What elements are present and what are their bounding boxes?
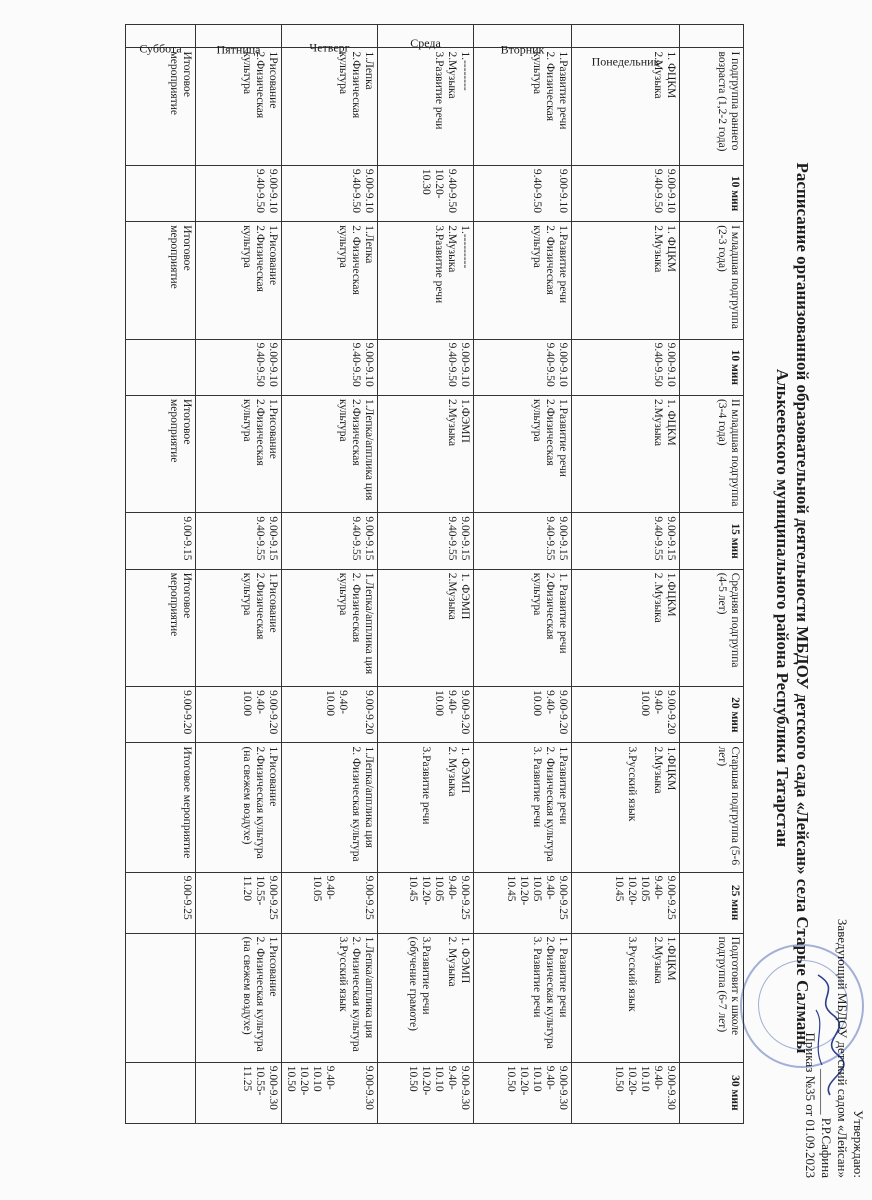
time-cell: 9.00-9.10 9.40-9.50: [282, 339, 378, 395]
time-cell: 9.00-9.10 9.40-9.50: [282, 165, 378, 221]
activity-cell: 1.ФЦКМ 2 .Музыка: [572, 569, 680, 686]
header-group: Средняя подгруппа (4-5 лет): [680, 569, 744, 686]
day-label: Четверг: [309, 40, 350, 55]
day-cell: [378, 25, 474, 48]
header-group: II младшая подгруппа (3-4 года): [680, 395, 744, 512]
header-duration: 10 мин: [680, 165, 744, 221]
header-duration: 20 мин: [680, 687, 744, 743]
time-cell: 9.00-9.10 9.40-9.50: [474, 339, 572, 395]
approval-line-1: Утверждаю:: [851, 1110, 866, 1178]
time-cell: 9.00-9.10 9.40-9.50: [572, 165, 680, 221]
time-cell: 9.00-9.20 9.40-10.00: [572, 687, 680, 743]
time-cell: [126, 1062, 196, 1123]
header-group: Подготовит к школе подгруппа (6-7 лет): [680, 933, 744, 1062]
activity-cell: Итоговое мероприятие: [126, 569, 196, 686]
activity-cell: Итоговое мероприятие: [126, 222, 196, 339]
time-cell: 9.00-9.25 9.40- 10.05 10.20- 10.45: [474, 872, 572, 933]
header-day: [680, 25, 744, 48]
activity-cell: 1.-------- 2.Музыка 3.Развитие речи: [378, 48, 474, 165]
day-cell: [126, 25, 196, 56]
activity-cell: 1.Рисование 2.Физическая культура: [196, 569, 282, 686]
activity-cell: 1.Развитие речи 2. Физическая культура: [474, 222, 572, 339]
time-cell: 9.00-9.15 9.40-9.55: [282, 513, 378, 569]
time-cell: 9.00-9.25 9.40- 10.05: [282, 872, 378, 933]
time-cell: 9.00-9.15 9.40-9.55: [196, 513, 282, 569]
time-cell: 9.00-9.25: [126, 872, 196, 933]
approval-line-4: Приказ №35 от 01.09.2023: [803, 1032, 818, 1178]
activity-cell: Итоговое мероприятие: [126, 395, 196, 512]
activity-cell: 1.Развитие речи 2.Физическая культура: [474, 395, 572, 512]
time-cell: 9.00-9.30 9.40- 10.10 10.20- 10.50: [474, 1062, 572, 1123]
activity-cell: 1.ФЦКМ 2.Музыка 3.Русский язык: [572, 933, 680, 1062]
day-label: Пятница: [216, 42, 261, 57]
activity-cell: 1. ФЭМП 2. Музыка 3.Развитие речи: [378, 743, 474, 872]
time-cell: 9.40-9.50 10.20- 10.30: [378, 165, 474, 221]
time-cell: 9.00-9.10 9.40-9.50: [196, 165, 282, 221]
approval-line-3: _______ Р.Р.Сафина: [819, 1068, 834, 1178]
time-cell: [126, 165, 196, 221]
schedule-table: [125, 24, 744, 1124]
activity-cell: 1.Рисование 2.Физическая культура: [196, 222, 282, 339]
activity-cell: 1. ФЭМП 2.Музыка: [378, 569, 474, 686]
approval-line-2: Заведующий МБДОУ детский садом «Лейсан»: [835, 918, 850, 1178]
table-row: [572, 25, 680, 1124]
table-header-row: [680, 25, 744, 1124]
activity-cell: 1. ФЦКМ 2.Музыка: [572, 395, 680, 512]
activity-cell: 1. ФЦКМ 2.Музыка: [572, 48, 680, 165]
day-cell: [572, 25, 680, 69]
time-cell: 9.00-9.10 9.40-9.50: [196, 339, 282, 395]
time-cell: 9.00-9.25 9.40- 10.05 10.20- 10.45: [572, 872, 680, 933]
activity-cell: 1.ФЦКМ 2.Музыка 3.Русский язык: [572, 743, 680, 872]
time-cell: 9.00-9.10 9.40-9.50: [378, 339, 474, 395]
activity-cell: 1.ФЭМП 2.Музыка: [378, 395, 474, 512]
activity-cell: 1. Развитие речи 2.Физическая культура: [474, 569, 572, 686]
time-cell: 9.00-9.20 9.40-10.00: [196, 687, 282, 743]
day-label: Вторник: [500, 42, 545, 57]
title-line-1: Расписание организованной образовательной деятельности МБДОУ детского сада «Лейсан» села Старые Салманы: [793, 162, 812, 1054]
time-cell: 9.00-9.15 9.40-9.55: [572, 513, 680, 569]
table-row: [378, 25, 474, 1124]
time-cell: 9.00-9.25 10.55- 11.20: [196, 872, 282, 933]
time-cell: 9.00-9.15 9.40-9.55: [378, 513, 474, 569]
activity-cell: 1.Лепка/апплика ция 2. Физическая культура 3.Русский язык: [282, 933, 378, 1062]
time-cell: 9.00-9.20 9.40-10.00: [378, 687, 474, 743]
rotated-content: [8, 12, 868, 1188]
time-cell: 9.00-9.15: [126, 513, 196, 569]
activity-cell: 1.Развитие речи 2. Физическая культура: [474, 48, 572, 165]
activity-cell: 1.Лепка/апплика ция 2. Физическая культура: [282, 569, 378, 686]
activity-cell: 1. Развитие речи 2.Физическая культура 3. Развитие речи: [474, 933, 572, 1062]
time-cell: 9.00-9.10 9.40-9.50: [474, 165, 572, 221]
activity-cell: [126, 933, 196, 1062]
activity-cell: 1.--------- 2.Музыка 3.Развитие речи: [378, 222, 474, 339]
time-cell: 9.00-9.30 9.40- 10.10 10.20- 10.50: [572, 1062, 680, 1123]
day-cell: [282, 25, 378, 55]
activity-cell: 1. ФЦКМ 2.Музыка: [572, 222, 680, 339]
table-row: [196, 25, 282, 1124]
table-row: [474, 25, 572, 1124]
activity-cell: 1.Рисование 2.Физическая культура (на свежем воздухе): [196, 743, 282, 872]
time-cell: [126, 339, 196, 395]
activity-cell: 1.Лепка/апплика ция 2.Физическая культура: [282, 395, 378, 512]
activity-cell: 1.Лепка 2.Физическая культура: [282, 48, 378, 165]
activity-cell: 1.Рисование 2.Физическая культура: [196, 395, 282, 512]
table-row: [282, 25, 378, 1124]
activity-cell: 1.Лепка/апплика ция 2. Физическая культура: [282, 743, 378, 872]
header-group: I младшая подгруппа (2-3 года): [680, 222, 744, 339]
time-cell: 9.00-9.30 9.40- 10.10 10.20- 10.50: [378, 1062, 474, 1123]
document-title: [772, 108, 812, 1108]
day-cell: [196, 25, 282, 57]
header-duration: 25 мин: [680, 872, 744, 933]
header-duration: 10 мин: [680, 339, 744, 395]
title-line-2: Алькеевского муниципального района Республики Татарстан: [773, 368, 792, 848]
day-label: Суббота: [139, 41, 182, 56]
activity-cell: 1.Лепка 2. Физическая культура: [282, 222, 378, 339]
activity-cell: Итоговое мероприятие: [126, 48, 196, 165]
time-cell: 9.00-9.25 9.40- 10.05 10.20- 10.45: [378, 872, 474, 933]
time-cell: 9.00-9.20 9.40-10.00: [282, 687, 378, 743]
time-cell: 9.00-9.20: [126, 687, 196, 743]
header-duration: 15 мин: [680, 513, 744, 569]
header-group: Старшая подгруппа (5-6 лет): [680, 743, 744, 872]
header-duration: 30 мин: [680, 1062, 744, 1123]
time-cell: 9.00-9.15 9.40-9.55: [474, 513, 572, 569]
day-label: Среда: [410, 35, 441, 50]
time-cell: 9.00-9.30 10.55- 11.25: [196, 1062, 282, 1123]
activity-cell: Итоговое мероприятие: [126, 743, 196, 872]
header-group: I подгруппа раннего возраста (1,2-2 года): [680, 48, 744, 165]
day-cell: [474, 25, 572, 57]
table-row: [126, 25, 196, 1124]
time-cell: 9.00-9.10 9.40-9.50: [572, 339, 680, 395]
time-cell: 9.00-9.30 9.40- 10.10 10.20- 10.50: [282, 1062, 378, 1123]
time-cell: 9.00-9.20 9.40-10.00: [474, 687, 572, 743]
activity-cell: 1.Рисование 2. Физическая культура (на свежем воздухе): [196, 933, 282, 1062]
activity-cell: 1Рисование 2.Физическая культура: [196, 48, 282, 165]
activity-cell: 1. ФЭМП 2. Музыка 3.Развитие речи (обучение грамоте): [378, 933, 474, 1062]
day-label: Понедельник: [591, 54, 660, 69]
activity-cell: 1.Развитие речи 2. Физическая культура 3. Развитие речи: [474, 743, 572, 872]
